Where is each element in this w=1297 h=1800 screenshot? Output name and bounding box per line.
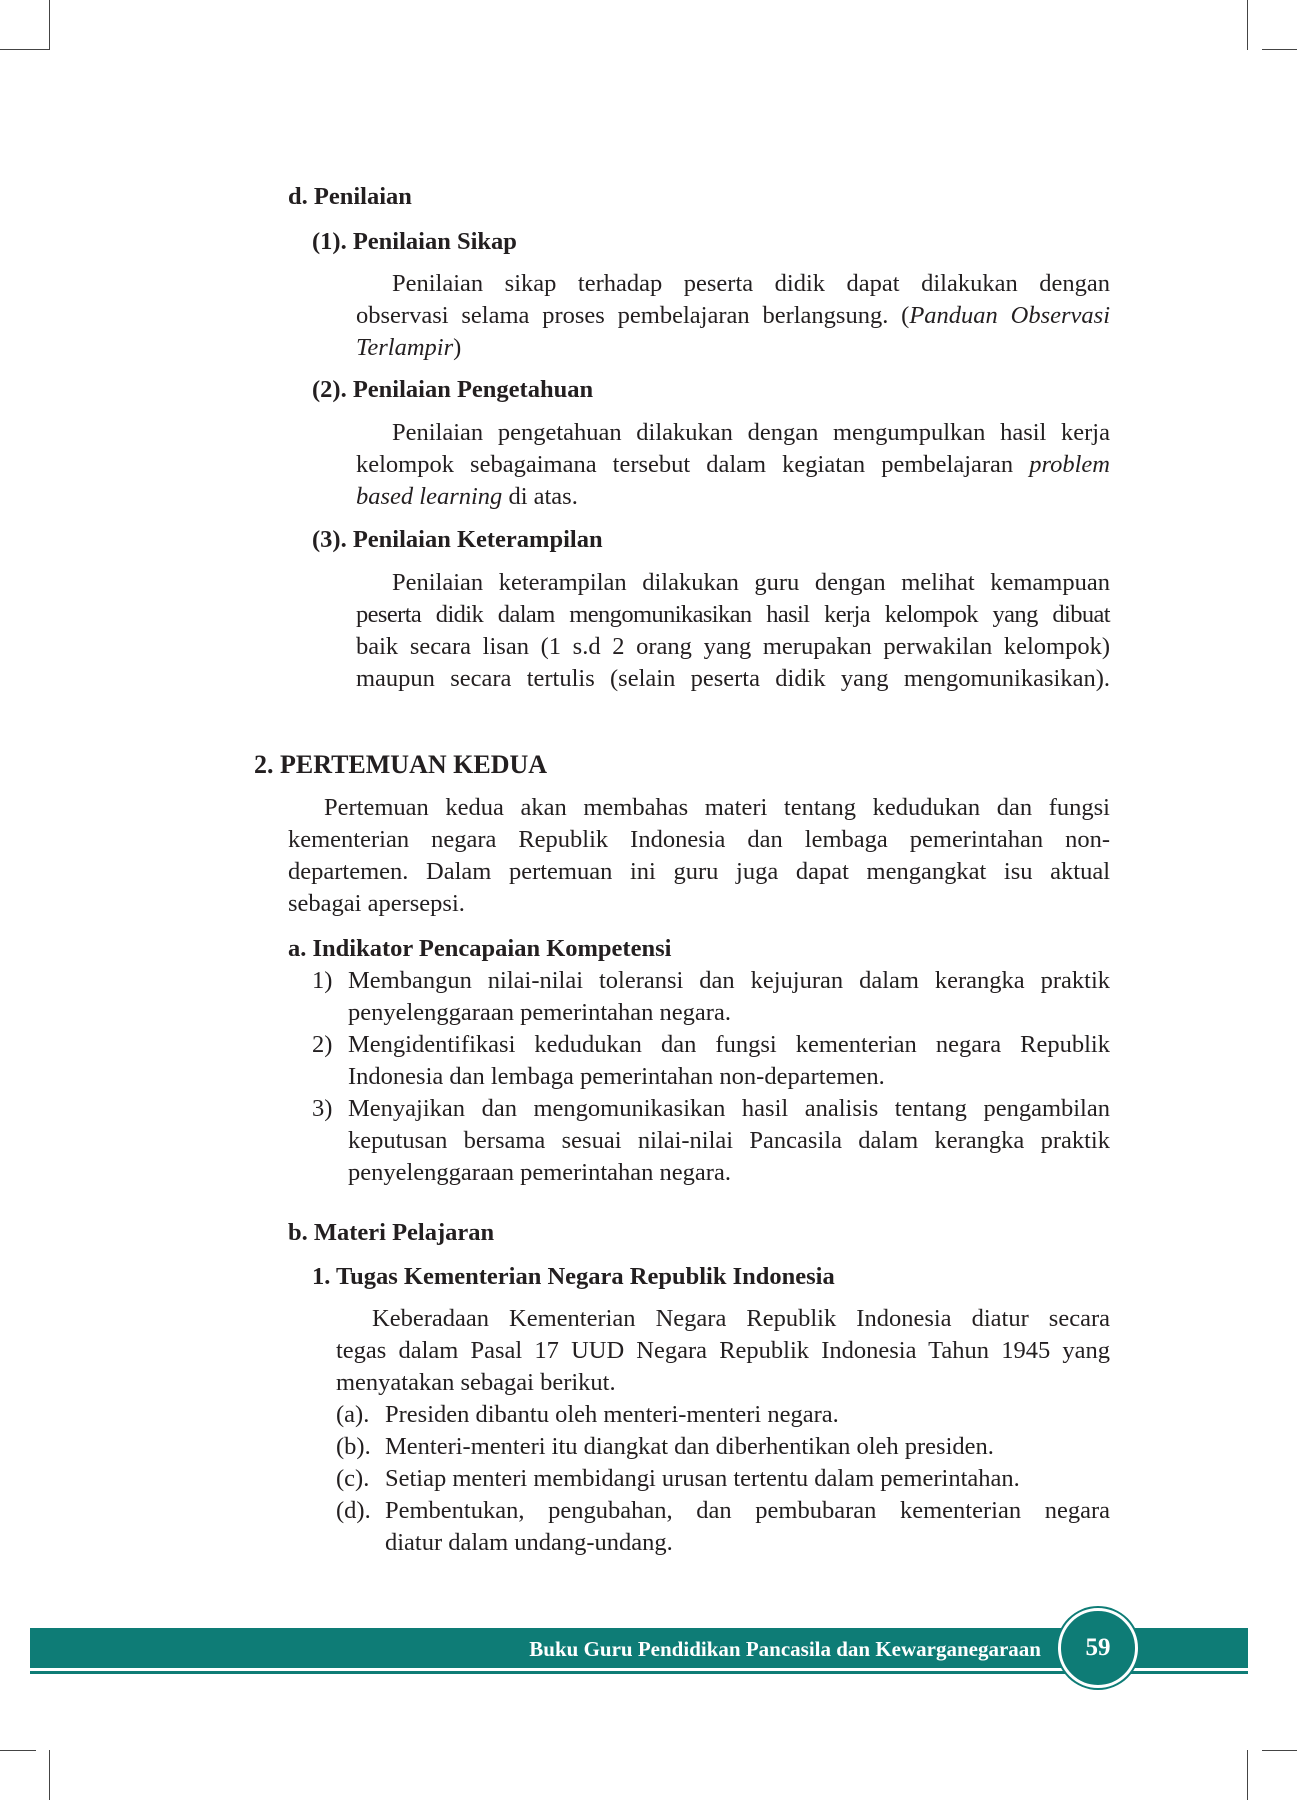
crop-mark <box>1247 1750 1248 1800</box>
list-item <box>312 1093 1110 1189</box>
penilaian-keterampilan-paragraph <box>356 567 1110 695</box>
footer-book-title: Buku Guru Pendidikan Pancasila dan Kewarganegaraan <box>529 1637 1041 1661</box>
tugas-list <box>336 1399 1110 1559</box>
tugas-heading: 1. Tugas Kementerian Negara Republik Indonesia <box>312 1263 835 1290</box>
list-item <box>336 1399 1110 1431</box>
crop-mark <box>1247 0 1248 50</box>
text-line: Membangun nilai-nilai toleransi dan kejujuran dalam kerangka praktik <box>348 967 1110 994</box>
penilaian-heading: d. Penilaian <box>288 183 412 210</box>
text-line: menyatakan sebagai berikut. <box>336 1369 616 1396</box>
penilaian-sikap-paragraph <box>356 268 1110 364</box>
text-italic: Panduan Observasi <box>909 302 1110 329</box>
text-line: Penilaian keterampilan dilakukan guru dengan melihat kemampuan <box>392 569 1110 596</box>
text-line: Penilaian pengetahuan dilakukan dengan mengumpulkan hasil kerja <box>392 419 1110 446</box>
text-line: keputusan bersama sesuai nilai-nilai Pancasila dalam kerangka praktik <box>348 1127 1110 1154</box>
text-line: Mengidentifikasi kedudukan dan fungsi kementerian negara Republik <box>348 1031 1110 1058</box>
pertemuan-intro-paragraph <box>288 792 1110 920</box>
text-line <box>356 481 1110 513</box>
page-number: 59 <box>1058 1608 1138 1688</box>
text-italic: problem <box>1029 451 1110 478</box>
crop-mark <box>1262 49 1297 50</box>
tugas-paragraph <box>336 1303 1110 1399</box>
text-line: Indonesia dan lembaga pemerintahan non-departemen. <box>348 1063 885 1090</box>
crop-mark <box>49 0 50 50</box>
penilaian-keterampilan-heading: (3). Penilaian Keterampilan <box>312 526 603 553</box>
text-span: observasi selama proses pembelajaran berlangsung. ( <box>356 302 910 329</box>
text-line: baik secara lisan (1 s.d 2 orang yang merupakan perwakilan kelompok) <box>356 633 1110 660</box>
text-line <box>356 449 1110 481</box>
text-line: penyelenggaraan pemerintahan negara. <box>348 1159 731 1186</box>
list-number: 2) <box>312 1031 333 1058</box>
text-line: Menyajikan dan mengomunikasikan hasil analisis tentang pengambilan <box>348 1095 1110 1122</box>
text-line: peserta didik dalam mengomunikasikan hasil kerja kelompok yang dibuat <box>356 601 1110 628</box>
list-number: 3) <box>312 1095 333 1122</box>
penilaian-pengetahuan-heading: (2). Penilaian Pengetahuan <box>312 376 594 403</box>
pertemuan-heading: 2. PERTEMUAN KEDUA <box>254 750 548 779</box>
text-italic: Terlampir <box>356 334 454 361</box>
text-italic: based learning <box>356 483 503 510</box>
list-item <box>336 1495 1110 1559</box>
text-line: departemen. Dalam pertemuan ini guru juga dapat mengangkat isu aktual <box>288 858 1110 885</box>
text-span: di atas. <box>502 483 578 510</box>
crop-mark <box>0 49 50 50</box>
penilaian-pengetahuan-paragraph <box>356 417 1110 513</box>
text-line: Keberadaan Kementerian Negara Republik Indonesia diatur secara <box>372 1305 1110 1332</box>
text-line: tegas dalam Pasal 17 UUD Negara Republik Indonesia Tahun 1945 yang <box>336 1337 1110 1364</box>
list-item <box>312 965 1110 1029</box>
list-number: (d). <box>336 1497 371 1524</box>
text-line: Penilaian sikap terhadap peserta didik dapat dilakukan dengan <box>392 270 1110 297</box>
text-line: Setiap menteri membidangi urusan tertentu dalam pemerintahan. <box>385 1465 1020 1492</box>
text-line: sebagai apersepsi. <box>288 890 465 917</box>
list-number: (a). <box>336 1401 370 1428</box>
text-line: maupun secara tertulis (selain peserta didik yang mengomunikasikan). <box>356 665 1110 692</box>
list-item <box>336 1463 1110 1495</box>
crop-mark <box>1262 1750 1297 1751</box>
list-number: 1) <box>312 967 333 994</box>
indikator-list <box>312 965 1110 1189</box>
text-span: kelompok sebagaimana tersebut dalam kegiatan pembelajaran <box>356 451 1030 478</box>
list-item <box>336 1431 1110 1463</box>
text-line: diatur dalam undang-undang. <box>385 1529 673 1556</box>
text-line <box>356 332 1110 364</box>
text-span: ) <box>453 334 462 361</box>
text-line: kementerian negara Republik Indonesia dan lembaga pemerintahan non- <box>288 826 1110 853</box>
text-line: Pertemuan kedua akan membahas materi tentang kedudukan dan fungsi <box>324 794 1110 821</box>
text-line: penyelenggaraan pemerintahan negara. <box>348 999 731 1026</box>
crop-mark <box>0 1750 36 1751</box>
text-line: Menteri-menteri itu diangkat dan diberhentikan oleh presiden. <box>385 1433 994 1460</box>
list-item <box>312 1029 1110 1093</box>
penilaian-sikap-heading: (1). Penilaian Sikap <box>312 228 517 255</box>
list-number: (b). <box>336 1433 371 1460</box>
text-line <box>356 300 1110 332</box>
indikator-heading: a. Indikator Pencapaian Kompetensi <box>288 935 672 962</box>
list-number: (c). <box>336 1465 370 1492</box>
crop-mark <box>49 1750 50 1800</box>
text-line: Pembentukan, pengubahan, dan pembubaran kementerian negara <box>385 1497 1110 1524</box>
text-line: Presiden dibantu oleh menteri-menteri negara. <box>385 1401 839 1428</box>
materi-heading: b. Materi Pelajaran <box>288 1219 495 1246</box>
